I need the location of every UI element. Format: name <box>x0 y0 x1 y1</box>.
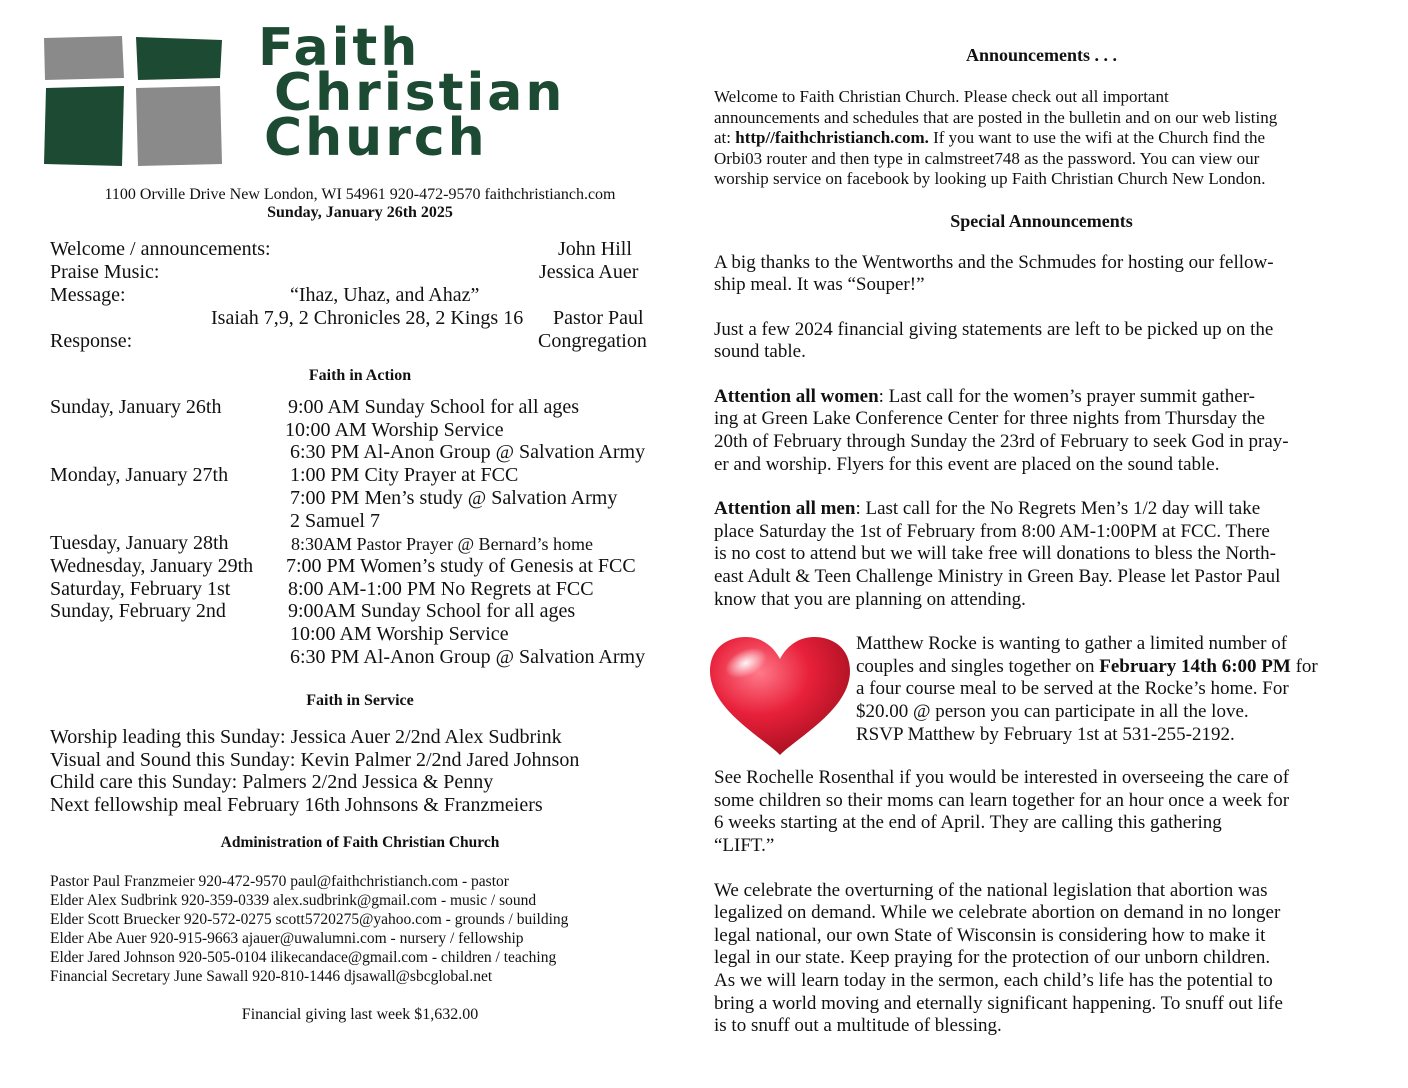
text-line: legal in our state. Keep praying for the protection of our unborn children. <box>714 947 1271 969</box>
faith-in-service-list <box>40 726 680 816</box>
text-line: See Rochelle Rosenthal if you would be interested in overseeing the care of <box>714 767 1290 789</box>
text-line: Orbi03 router and then type in calmstreet748 as the password. You can view our <box>714 148 1260 168</box>
text-line: 6 weeks starting at the end of April. They are calling this gathering <box>714 812 1222 834</box>
service-who-response: Congregation <box>538 330 647 352</box>
schedule-event: 1:00 PM City Prayer at FCC <box>290 464 519 487</box>
schedule-day: Wednesday, January 29th <box>50 554 254 577</box>
text-fragment: If you want to use the wifi at the Church find the <box>928 128 1265 147</box>
special-announcements-heading: Special Announcements <box>950 210 1133 231</box>
women-paragraph <box>714 386 1369 476</box>
message-scripture: Isaiah 7,9, 2 Chronicles 28, 2 Kings 16 <box>211 307 524 329</box>
schedule-event: 10:00 AM Worship Service <box>290 623 509 645</box>
service-label-response: Response: <box>50 330 133 352</box>
statements-paragraph <box>714 319 1369 364</box>
church-address: 1100 Orville Drive New London, WI 54961 920-472-9570 faithchristianch.com <box>104 186 616 203</box>
women-label: Attention all women <box>714 385 879 407</box>
logo-word-christian: Christian <box>274 63 566 123</box>
right-column <box>714 44 1369 1038</box>
faith-in-service-heading: Faith in Service <box>306 692 414 709</box>
schedule-event: 2 Samuel 7 <box>290 509 380 532</box>
admin-line: Elder Jared Johnson 920-505-0104 ilikecandace@gmail.com - children / teaching <box>50 949 557 967</box>
schedule-day: Sunday, January 26th <box>50 396 222 418</box>
service-who-message: Pastor Paul <box>553 307 644 329</box>
text-line <box>714 128 1369 149</box>
schedule-event: 9:00 AM Sunday School for all ages <box>288 396 580 418</box>
valentine-dinner-block <box>714 633 1369 745</box>
welcome-paragraph <box>714 87 1369 190</box>
schedule-event: 10:00 AM Worship Service <box>285 418 504 441</box>
logo-wordmark <box>258 18 566 168</box>
celebrate-paragraph <box>714 880 1369 1038</box>
text-line: We celebrate the overturning of the national legislation that abortion was <box>714 879 1268 901</box>
schedule-event: 7:00 PM Men’s study @ Salvation Army <box>290 486 618 509</box>
announcements-heading: Announcements . . . <box>965 45 1117 65</box>
text-line: place Saturday the 1st of February from 8:00 AM-1:00PM at FCC. There <box>714 520 1270 542</box>
schedule-event: 6:30 PM Al-Anon Group @ Salvation Army <box>290 441 646 464</box>
schedule-event: 7:00 PM Women’s study of Genesis at FCC <box>286 554 636 577</box>
financial-giving: Financial giving last week $1,632.00 <box>241 1006 479 1024</box>
text-fragment: : Last call for the No Regrets Men’s 1/2 day will take <box>855 498 1261 520</box>
left-column <box>40 18 680 1024</box>
text-line: “LIFT.” <box>714 835 775 856</box>
logo-word-church: Church <box>264 108 488 168</box>
text-line: is to snuff out a multitude of blessing. <box>714 1015 1002 1037</box>
schedule-event: 8:00 AM-1:00 PM No Regrets at FCC <box>288 577 594 600</box>
service-line: Next fellowship meal February 16th Johnsons & Franzmeiers <box>50 793 543 816</box>
church-logo <box>40 18 680 168</box>
schedule-day: Saturday, February 1st <box>50 577 231 600</box>
cross-logo-icon <box>42 34 222 166</box>
text-line: a four course meal to be served at the Rocke’s home. For <box>856 678 1289 700</box>
text-line: know that you are planning on attending. <box>714 588 1026 610</box>
admin-line: Elder Alex Sudbrink 920-359-0339 alex.sudbrink@gmail.com - music / sound <box>50 892 537 910</box>
admin-line: Elder Scott Bruecker 920-572-0275 scott5720275@yahoo.com - grounds / building <box>50 911 569 929</box>
text-line: Just a few 2024 financial giving statements are left to be picked up on the <box>714 318 1274 340</box>
service-label-praise: Praise Music: <box>50 261 160 283</box>
schedule-event: 9:00AM Sunday School for all ages <box>288 600 576 623</box>
website-link[interactable]: http//faithchristianch.com. <box>735 128 929 147</box>
schedule-day: Tuesday, January 28th <box>50 532 229 555</box>
administration-list <box>40 872 680 986</box>
service-line: Child care this Sunday: Palmers 2/2nd Jessica & Penny <box>50 771 494 794</box>
text-line: A big thanks to the Wentworths and the Schmudes for hosting our fellow- <box>714 251 1274 273</box>
schedule-day: Sunday, February 2nd <box>50 600 226 623</box>
text-line: legalized on demand. While we celebrate abortion on demand in no longer <box>714 902 1281 924</box>
thanks-paragraph <box>714 252 1369 297</box>
text-line <box>714 386 1369 409</box>
text-line: worship service on facebook by looking up Faith Christian Church New London. <box>714 169 1266 188</box>
service-who-welcome: John Hill <box>558 238 632 260</box>
faith-in-action-schedule <box>40 396 680 668</box>
order-of-service <box>40 238 680 353</box>
text-line: ing at Green Lake Conference Center for three nights from Thursday the <box>714 408 1265 430</box>
service-who-praise: Jessica Auer <box>539 261 639 283</box>
text-line: ship meal. It was “Souper!” <box>714 274 925 296</box>
service-label-message: Message: <box>50 284 126 306</box>
text-line <box>856 656 1371 679</box>
schedule-event: 6:30 PM Al-Anon Group @ Salvation Army <box>290 645 646 668</box>
text-line: RSVP Matthew by February 1st at 531-255-2192. <box>856 723 1235 745</box>
text-line: is no cost to attend but we will take free will donations to bless the North- <box>714 543 1276 565</box>
text-line: east Adult & Teen Challenge Ministry in Green Bay. Please let Pastor Paul <box>714 566 1281 588</box>
lift-paragraph <box>714 767 1369 857</box>
event-datetime: February 14th 6:00 PM <box>1099 655 1291 677</box>
text-line: legal national, our own State of Wisconsin is considering how to make it <box>714 924 1266 946</box>
text-line: bring a world moving and eternally significant happening. To snuff out life <box>714 992 1283 1014</box>
men-paragraph <box>714 498 1369 611</box>
text-line: 20th of February through Sunday the 23rd of February to seek God in pray- <box>714 431 1289 453</box>
bulletin-date: Sunday, January 26th 2025 <box>267 204 453 221</box>
administration-heading: Administration of Faith Christian Church <box>220 834 500 852</box>
heart-icon <box>706 633 854 759</box>
text-fragment: for <box>1290 655 1318 677</box>
text-line: As we will learn today in the sermon, each child’s life has the potential to <box>714 969 1273 991</box>
text-line: some children so their moms can learn together for an hour once a week for <box>714 789 1290 811</box>
logo-word-faith: Faith <box>258 18 421 78</box>
text-line <box>714 498 1369 521</box>
text-fragment: at: <box>714 128 736 147</box>
text-line: Matthew Rocke is wanting to gather a limited number of <box>856 633 1288 655</box>
admin-line: Financial Secretary June Sawall 920-810-1446 djsawall@sbcglobal.net <box>50 968 493 986</box>
text-line: sound table. <box>714 341 806 363</box>
text-line: er and worship. Flyers for this event are placed on the sound table. <box>714 453 1220 475</box>
text-fragment: couples and singles together on <box>856 655 1100 677</box>
schedule-day: Monday, January 27th <box>50 464 229 487</box>
text-line: $20.00 @ person you can participate in all the love. <box>856 701 1249 722</box>
message-title: “Ihaz, Uhaz, and Ahaz” <box>290 284 480 306</box>
text-fragment: : Last call for the women’s prayer summit gather- <box>878 385 1255 407</box>
schedule-event: 8:30AM Pastor Prayer @ Bernard’s home <box>291 534 594 554</box>
valentine-text <box>856 633 1371 746</box>
text-line: Welcome to Faith Christian Church. Please check out all important <box>714 87 1169 106</box>
admin-line: Elder Abe Auer 920-915-9663 ajauer@uwalumni.com - nursery / fellowship <box>50 930 524 948</box>
faith-in-action-heading: Faith in Action <box>308 367 412 384</box>
service-label-welcome: Welcome / announcements: <box>50 238 271 260</box>
service-line: Visual and Sound this Sunday: Kevin Palmer 2/2nd Jared Johnson <box>50 748 580 771</box>
text-line: announcements and schedules that are posted in the bulletin and on our web listing <box>714 107 1278 127</box>
service-line: Worship leading this Sunday: Jessica Auer 2/2nd Alex Sudbrink <box>50 726 562 748</box>
men-label: Attention all men <box>714 498 856 520</box>
admin-line: Pastor Paul Franzmeier 920-472-9570 paul@faithchristianch.com - pastor <box>50 873 509 891</box>
